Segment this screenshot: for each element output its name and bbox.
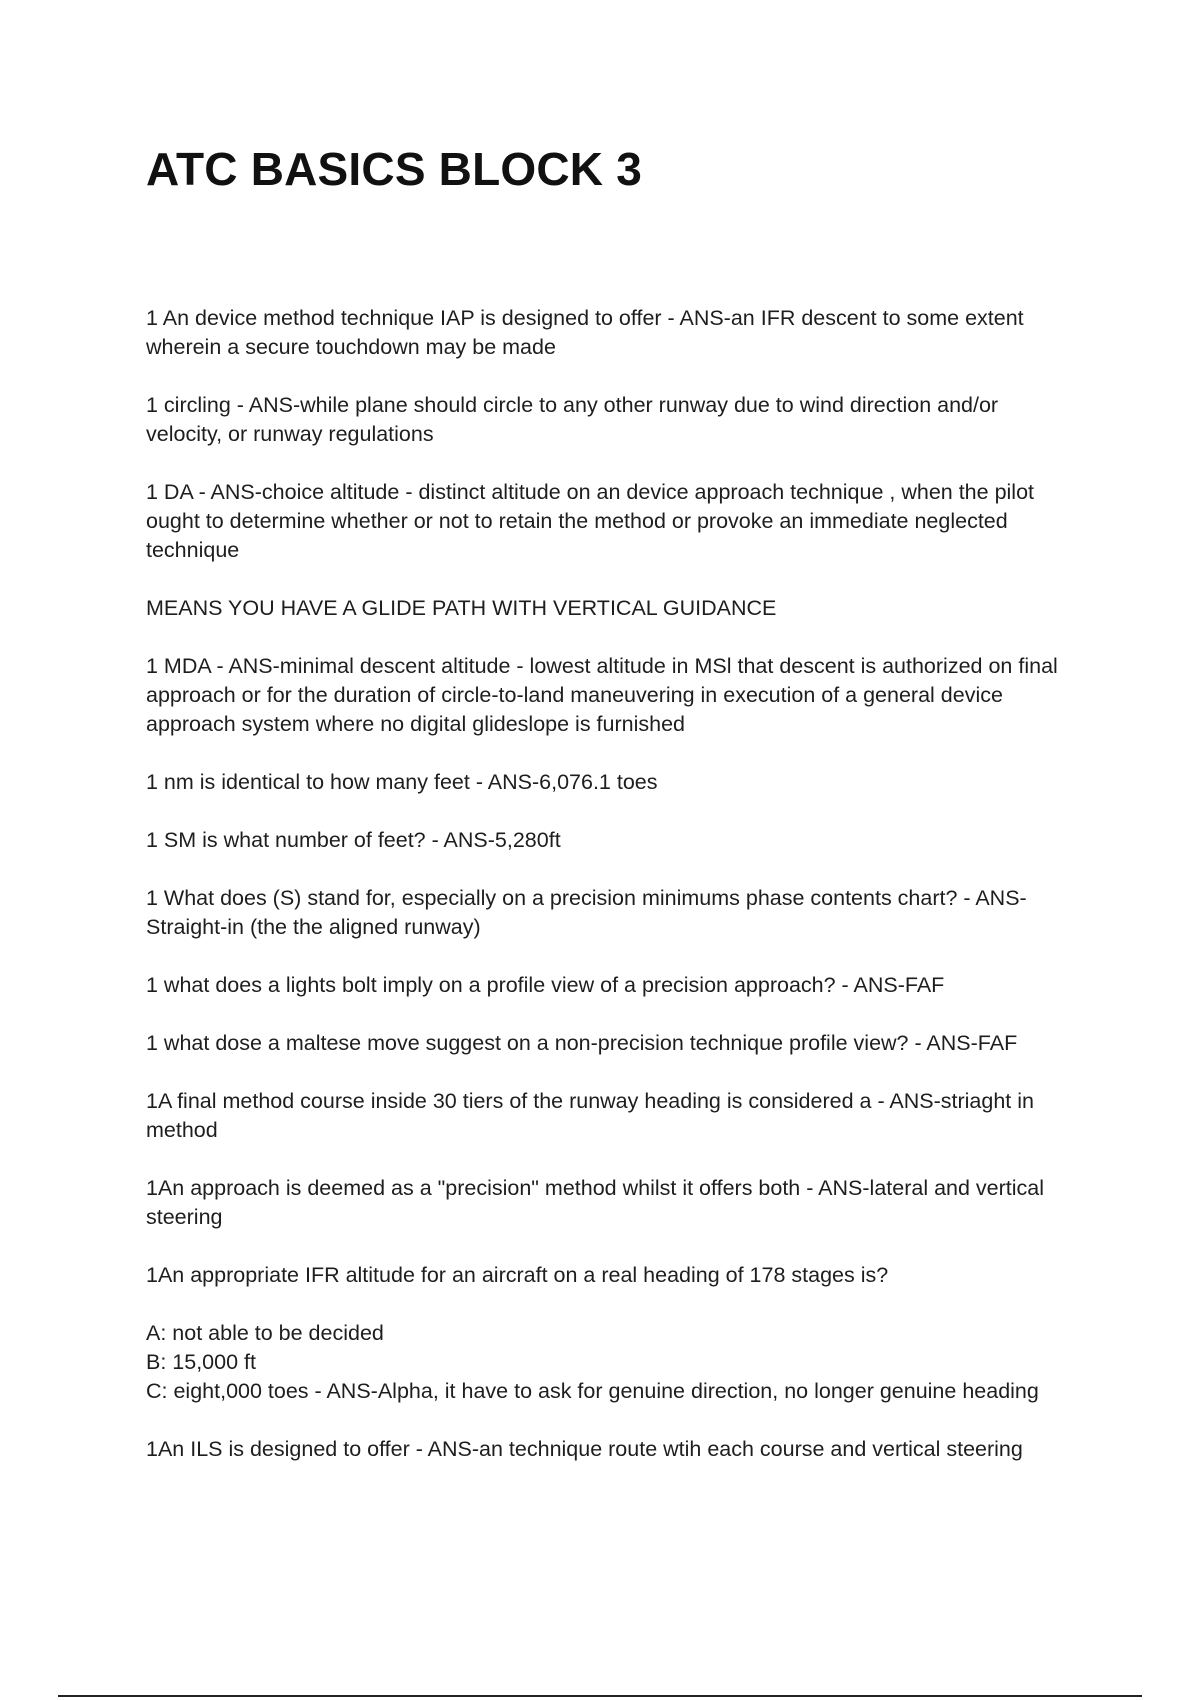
- paragraph: 1A final method course inside 30 tiers of the runway heading is considered a - ANS-striaght in method: [146, 1089, 1034, 1142]
- paragraph: 1 An device method technique IAP is designed to offer - ANS-an IFR descent to some extent wherein a secure touchdown may be made: [146, 306, 1024, 359]
- paragraph: 1 what dose a maltese move suggest on a non-precision technique profile view? - ANS-FAF: [146, 1031, 1018, 1055]
- paragraph: 1 what does a lights bolt imply on a profile view of a precision approach? - ANS-FAF: [146, 973, 945, 997]
- paragraph: MEANS YOU HAVE A GLIDE PATH WITH VERTICAL GUIDANCE: [146, 596, 777, 620]
- option-a: A: not able to be decided: [146, 1321, 384, 1345]
- document-body: [146, 304, 1076, 1493]
- paragraph: 1 What does (S) stand for, especially on a precision minimums phase contents chart? - ANS-Straight-in (the the aligned runway): [146, 886, 1027, 939]
- paragraph: 1 nm is identical to how many feet - ANS-6,076.1 toes: [146, 770, 658, 794]
- paragraph: 1 DA - ANS-choice altitude - distinct altitude on an device approach technique , when the pilot ought to determine whether or not to retain the method or provoke an immediate neglected technique: [146, 480, 1035, 562]
- answer-options: [146, 1319, 1076, 1406]
- paragraph: 1 MDA - ANS-minimal descent altitude - lowest altitude in MSl that descent is authorized on final approach or for the duration of circle-to-land maneuvering in execution of a general device approach system where no digital glideslope is furnished: [146, 654, 1058, 736]
- paragraph: 1 circling - ANS-while plane should circle to any other runway due to wind direction and/or velocity, or runway regulations: [146, 393, 999, 446]
- page-bottom-rule: [58, 1695, 1142, 1697]
- option-b: B: 15,000 ft: [146, 1350, 256, 1374]
- document-title: ATC BASICS BLOCK 3: [146, 143, 642, 195]
- paragraph: 1An approach is deemed as a "precision" method whilst it offers both - ANS-lateral and vertical steering: [146, 1176, 1045, 1229]
- paragraph: 1An appropriate IFR altitude for an aircraft on a real heading of 178 stages is?: [146, 1263, 889, 1287]
- option-c: C: eight,000 toes - ANS-Alpha, it have to ask for genuine direction, no longer genuine heading: [146, 1379, 1039, 1403]
- paragraph: 1 SM is what number of feet? - ANS-5,280ft: [146, 828, 561, 852]
- paragraph: 1An ILS is designed to offer - ANS-an technique route wtih each course and vertical steering: [146, 1437, 1023, 1461]
